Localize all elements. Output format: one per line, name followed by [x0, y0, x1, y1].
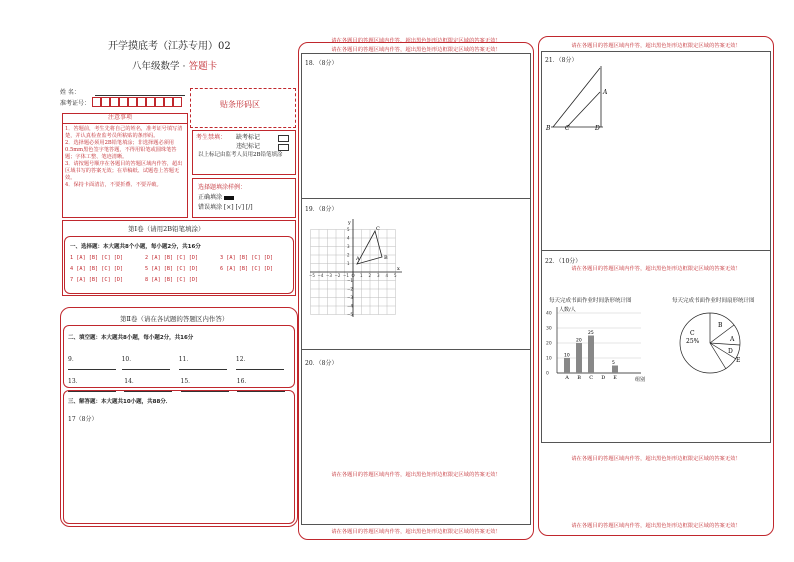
- axis-x-label: x: [397, 266, 400, 272]
- absent-label: 缺考标记: [236, 134, 261, 141]
- bar-value-label: 20: [576, 338, 582, 344]
- x-tick-label: −5: [309, 273, 315, 278]
- axis-y-label: y: [348, 220, 351, 226]
- warning-right-bottom-1: 请在各题目的答题区域内作答，超出黑色矩形边框限定区域的答案无效！: [571, 456, 741, 462]
- filled-mark-icon: [224, 196, 234, 200]
- bar-C: [588, 336, 594, 374]
- y-tick-label: 3: [347, 244, 350, 249]
- subtitle: 八年级数学 · 答题卡: [132, 61, 218, 72]
- pie-sector-line: [710, 343, 740, 345]
- bar-category-label: E: [613, 375, 617, 381]
- bar-y-tick: 0: [546, 371, 549, 377]
- q22-pie-chart: [674, 307, 746, 379]
- q21-figure: [543, 62, 618, 132]
- bar-chart-title: 每天完成书面作业时间条形统计图: [549, 298, 632, 304]
- y-tick-label: 1: [347, 261, 350, 266]
- q17-label: 17（8分）: [68, 416, 98, 423]
- fill-wrong-label: 错误填涂 [×] [√] [/]: [198, 204, 253, 211]
- ladder-1: [553, 68, 600, 127]
- point-c-label: C: [565, 125, 570, 132]
- blank-field[interactable]: [68, 363, 116, 370]
- q22-bar-chart: [543, 303, 653, 385]
- bar-A: [564, 358, 570, 373]
- warning-top-1: 请在各题目的答题区域内作答，超出黑色矩形边框限定区域的答案无效！: [331, 38, 501, 44]
- bar-value-label: 10: [564, 353, 570, 359]
- marks-title: 考生禁填：: [196, 134, 227, 141]
- marks-note: 以上标记由监考人员用2B铅笔填涂: [198, 152, 283, 158]
- warning-right-bottom-2: 请在各题目的答题区域内作答，超出黑色矩形边框限定区域的答案无效！: [571, 523, 741, 529]
- bar-xlabel: 组别: [635, 377, 646, 383]
- q19-coordinate-grid: [308, 217, 404, 319]
- x-tick-label: −1: [343, 273, 349, 278]
- y-tick-label: −3: [347, 295, 353, 300]
- x-tick-label: O: [351, 273, 355, 278]
- x-tick-label: 5: [394, 273, 397, 278]
- pie-label-e: E: [736, 357, 741, 364]
- pie-sector-line: [710, 343, 726, 369]
- blank-row-1: [68, 354, 293, 370]
- choice-q4[interactable]: 4 [A] [B] [C] [D]: [70, 266, 124, 272]
- bar-y-tick: 10: [546, 356, 552, 362]
- q22-label: 22．（10分）: [545, 258, 582, 265]
- q20-box[interactable]: [301, 350, 531, 525]
- bar-category-label: D: [601, 375, 606, 381]
- blank-label: 13．: [68, 378, 82, 385]
- notice-item: 3．请按题号顺序在各题目的答题区域内作答，超出区域书写的答案无效；在草稿纸、试题卷上答题无效。: [65, 161, 183, 182]
- warning-right-top: 请在各题目的答题区域内作答，超出黑色矩形边框限定区域的答案无效！: [571, 43, 741, 49]
- notice-item: 4．保持卡面清洁，不要折叠、不要弄破。: [65, 182, 162, 189]
- choice-q1[interactable]: 1 [A] [B] [C] [D]: [70, 255, 124, 261]
- y-tick-label: −2: [347, 286, 353, 292]
- y-tick-label: −4: [347, 303, 353, 309]
- x-tick-label: 3: [377, 273, 380, 278]
- x-tick-label: −4: [317, 273, 324, 278]
- violation-checkbox[interactable]: [278, 144, 289, 151]
- y-tick-label: 5: [347, 227, 350, 232]
- x-tick-label: 2: [368, 273, 372, 278]
- exam-no-boxes[interactable]: [92, 97, 182, 107]
- q18-label: 18．（8分）: [305, 60, 338, 67]
- point-d-label: D: [595, 125, 600, 132]
- solve-section-title: 三、解答题：本大题共10小题，共88分．: [68, 399, 172, 405]
- bar-E: [612, 366, 618, 374]
- pie-chart-title: 每天完成书面作业时间扇形统计图: [672, 298, 755, 304]
- notice-item: 1．答题前，考生先将自己的姓名，准考证号填写清楚，并认真检查监考员所粘贴的条形码。: [65, 126, 183, 140]
- blank-label: 14．: [124, 378, 138, 385]
- y-tick-label: −5: [347, 312, 353, 317]
- notice-list: [65, 126, 185, 189]
- bar-category-label: A: [565, 375, 569, 381]
- q17-answer-area[interactable]: [66, 424, 292, 520]
- pie-label-b: B: [718, 322, 723, 329]
- bar-y-tick: 40: [546, 311, 552, 317]
- part2-title: 第Ⅱ卷（请在各试题的答题区内作答）: [120, 315, 229, 323]
- choice-q5[interactable]: 5 [A] [B] [C] [D]: [145, 266, 199, 272]
- name-label: 姓 名：: [60, 89, 80, 96]
- notice-title: 注意事项: [108, 114, 133, 121]
- subtitle-suffix: 答题卡: [188, 61, 218, 72]
- pie-label-a: A: [730, 336, 735, 343]
- choice-q7[interactable]: 7 [A] [B] [C] [D]: [70, 277, 124, 283]
- point-b-label: B: [546, 125, 551, 132]
- fill-correct: [198, 194, 234, 202]
- part1-title: 第Ⅰ卷（请用2B铅笔填涂）: [128, 225, 205, 233]
- point-b-label: B: [384, 255, 388, 261]
- blank-field[interactable]: [179, 363, 227, 370]
- exam-no-label: 准考证号：: [60, 100, 91, 107]
- bar-value-label: 25: [588, 331, 594, 336]
- choice-q6[interactable]: 6 [A] [B] [C] [D]: [220, 266, 274, 272]
- bar-y-tick: 20: [546, 341, 552, 347]
- fill-correct-label: 正确填涂: [198, 194, 223, 201]
- bar-category-label: C: [589, 375, 594, 381]
- point-a-label: A: [603, 89, 608, 96]
- warning-right-mid: 请在各题目的答题区域内作答，超出黑色矩形边框限定区域的答案无效！: [571, 266, 741, 272]
- notice-item: 2．选择题必须用2B铅笔填涂；非选择题必须用0.5mm黑色签字笔答题，不得用铅笔或圆珠笔答题；字体工整、笔迹清晰。: [65, 140, 177, 161]
- bar-B: [576, 343, 582, 373]
- blank-label: 12．: [235, 356, 250, 363]
- blank-label: 11．: [178, 356, 193, 363]
- warning-top-2: 请在各题目的答题区域内作答，超出黑色矩形边框限定区域的答案无效！: [331, 47, 501, 53]
- point-c-label: C: [376, 226, 380, 232]
- absent-checkbox[interactable]: [278, 135, 289, 142]
- x-tick-label: −2: [334, 273, 341, 278]
- pie-label-d: D: [728, 348, 733, 355]
- blank-label: 15．: [180, 378, 195, 385]
- x-tick-label: 1: [360, 273, 363, 278]
- pie-percent: 25%: [686, 338, 700, 345]
- bar-y-tick: 30: [546, 326, 552, 332]
- barcode-label: 贴条形码区: [220, 100, 260, 109]
- choice-q2[interactable]: 2 [A] [B] [C] [D]: [145, 255, 199, 261]
- pie-label-c: C: [690, 330, 695, 337]
- part1-instruction: 一、选择题：本大题共8个小题，每小题2分，共16分: [70, 244, 201, 250]
- warning-mid-bottom-2: 请在各题目的答题区域内作答，超出黑色矩形边框限定区域的答案无效！: [331, 529, 501, 535]
- exam-title: 开学摸底考（江苏专用）02: [108, 41, 231, 52]
- choice-q8[interactable]: 8 [A] [B] [C] [D]: [145, 277, 199, 283]
- subtitle-prefix: 八年级数学: [132, 61, 180, 72]
- y-tick-label: 2: [347, 252, 350, 258]
- blank-field[interactable]: [236, 363, 284, 370]
- warning-mid-bottom-1: 请在各题目的答题区域内作答，超出黑色矩形边框限定区域的答案无效！: [331, 472, 501, 478]
- violation-label: 违纪标记: [236, 143, 261, 150]
- q18-box[interactable]: [301, 53, 531, 199]
- bar-ylabel: 人数/人: [559, 307, 576, 313]
- fill-section-title: 二、填空题：本大题共8小题，每小题2分，共16分: [68, 335, 194, 341]
- choice-q3[interactable]: 3 [A] [B] [C] [D]: [220, 255, 274, 261]
- y-tick-label: −1: [347, 278, 353, 283]
- bar-value-label: 5: [612, 361, 615, 366]
- blank-field[interactable]: [122, 363, 170, 370]
- point-a-label: A: [356, 256, 360, 262]
- blank-label: 10．: [121, 356, 136, 363]
- blank-label: 16．: [236, 378, 251, 385]
- q19-label: 19．（8分）: [305, 206, 338, 213]
- y-tick-label: 4: [347, 235, 350, 241]
- q21-label: 21．（8分）: [545, 57, 578, 64]
- ladder-2: [567, 92, 600, 127]
- bar-category-label: B: [577, 375, 581, 381]
- blank-label: 9．: [68, 356, 78, 363]
- name-field[interactable]: [95, 95, 185, 96]
- fill-example-title: 选择题填涂样例：: [198, 184, 247, 191]
- x-tick-label: −3: [326, 273, 332, 278]
- x-tick-label: 4: [385, 273, 389, 278]
- q20-label: 20．（8分）: [305, 360, 338, 367]
